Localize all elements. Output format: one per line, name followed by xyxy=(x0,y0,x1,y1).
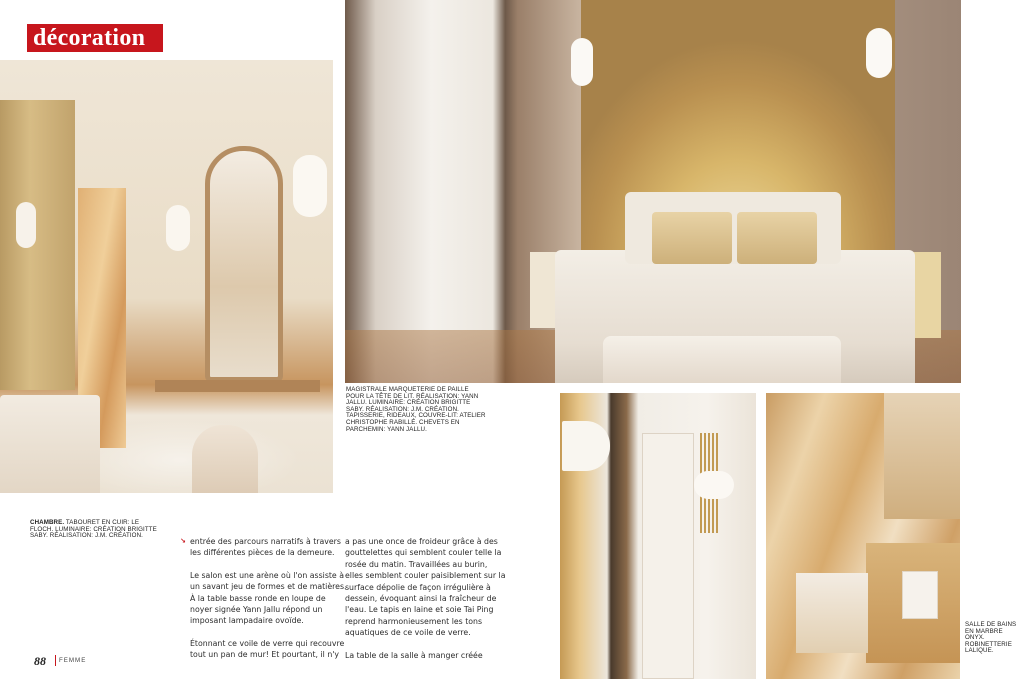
photo-detail-door xyxy=(642,433,694,679)
paragraph: a pas une once de froideur grâce à des gouttelettes qui semblent couler telle la rosée du matin. Travaillées au burin, elles semblent couler paisiblement sur la surface dépolie de façon irrégulière à dessein, évoquant ainsi la fraîcheur de l'eau. Le tapis en laine et soie Tai Ping reprend harmonieusement les tons aquatiques de ce voile de verre. xyxy=(345,537,506,638)
photo-detail-lamp xyxy=(166,205,190,251)
photo-detail-bed xyxy=(0,395,100,493)
photo-detail-mirror xyxy=(205,146,283,382)
magazine-name: FEMME xyxy=(59,657,87,664)
photo-detail-pillow xyxy=(652,212,732,264)
page-number: 88 xyxy=(34,654,46,668)
photo-detail-pendant xyxy=(571,38,593,86)
section-banner xyxy=(27,24,163,52)
photo-detail-lamp xyxy=(16,202,36,248)
photo-detail-sconce xyxy=(562,421,610,471)
photo-bedroom-main xyxy=(345,0,961,383)
photo-bedroom-vanity xyxy=(0,60,333,493)
photo-detail-tub xyxy=(796,573,868,653)
caption-bathroom: SALLE DE BAINS EN MARBRE ONYX. ROBINETTERIE LALIQUE. xyxy=(965,621,1017,655)
photo-detail-stool xyxy=(192,425,258,493)
paragraph: La table de la salle à manger créée xyxy=(345,650,483,660)
photo-detail-towel xyxy=(902,571,938,619)
caption-main-bedroom: MAGISTRALE MARQUETERIE DE PAILLE POUR LA TÊTE DE LIT. RÉALISATION: YANN JALLU. LUMINAIRE: CRÉATION BRIGITTE SABY. RÉALISATION: J.M. CRÉATION. TAPISSERIE, RIDEAUX, COUVRE-LIT: ATELIER CHRISTOPHE RABILLÉ. CHEVETS EN PARCHEMIN: YANN JALLU. xyxy=(346,386,486,433)
photo-detail-bench xyxy=(603,336,841,383)
photo-detail-sconce xyxy=(694,471,734,499)
paragraph: Le salon est une arène où l'on assiste à un savant jeu de formes et de matières. À la table basse ronde en loupe de noyer signée Yann Jallu répond un imposant lampadaire ovoïde. xyxy=(190,570,347,626)
continuation-arrow-icon: ↘ xyxy=(180,537,186,545)
photo-detail-pendant xyxy=(866,28,892,78)
caption-left-bedroom xyxy=(30,520,160,540)
photo-detail-console xyxy=(155,380,320,392)
photo-detail-lamp xyxy=(293,155,327,217)
article-column-1 xyxy=(190,536,350,672)
article-column-2 xyxy=(345,536,507,672)
paragraph: Étonnant ce voile de verre qui recouvre tout un pan de mur! Et pourtant, il n'y xyxy=(190,638,345,660)
paragraph: entrée des parcours narratifs à travers les différentes pièces de la demeure. xyxy=(190,537,341,558)
section-label: décoration xyxy=(33,25,146,51)
photo-detail-pillow xyxy=(737,212,817,264)
caption-text: TABOURET EN CUIR: LE FLOCH. LUMINAIRE: CRÉATION BRIGITTE SABY. RÉALISATION: J.M. CRÉATION. xyxy=(30,519,157,540)
folio-divider xyxy=(55,655,56,666)
photo-detail-wall xyxy=(0,100,75,390)
photo-bathroom xyxy=(766,393,960,679)
caption-lead: CHAMBRE. xyxy=(30,519,65,526)
photo-corridor xyxy=(560,393,756,679)
photo-detail-cabinet xyxy=(884,393,960,519)
